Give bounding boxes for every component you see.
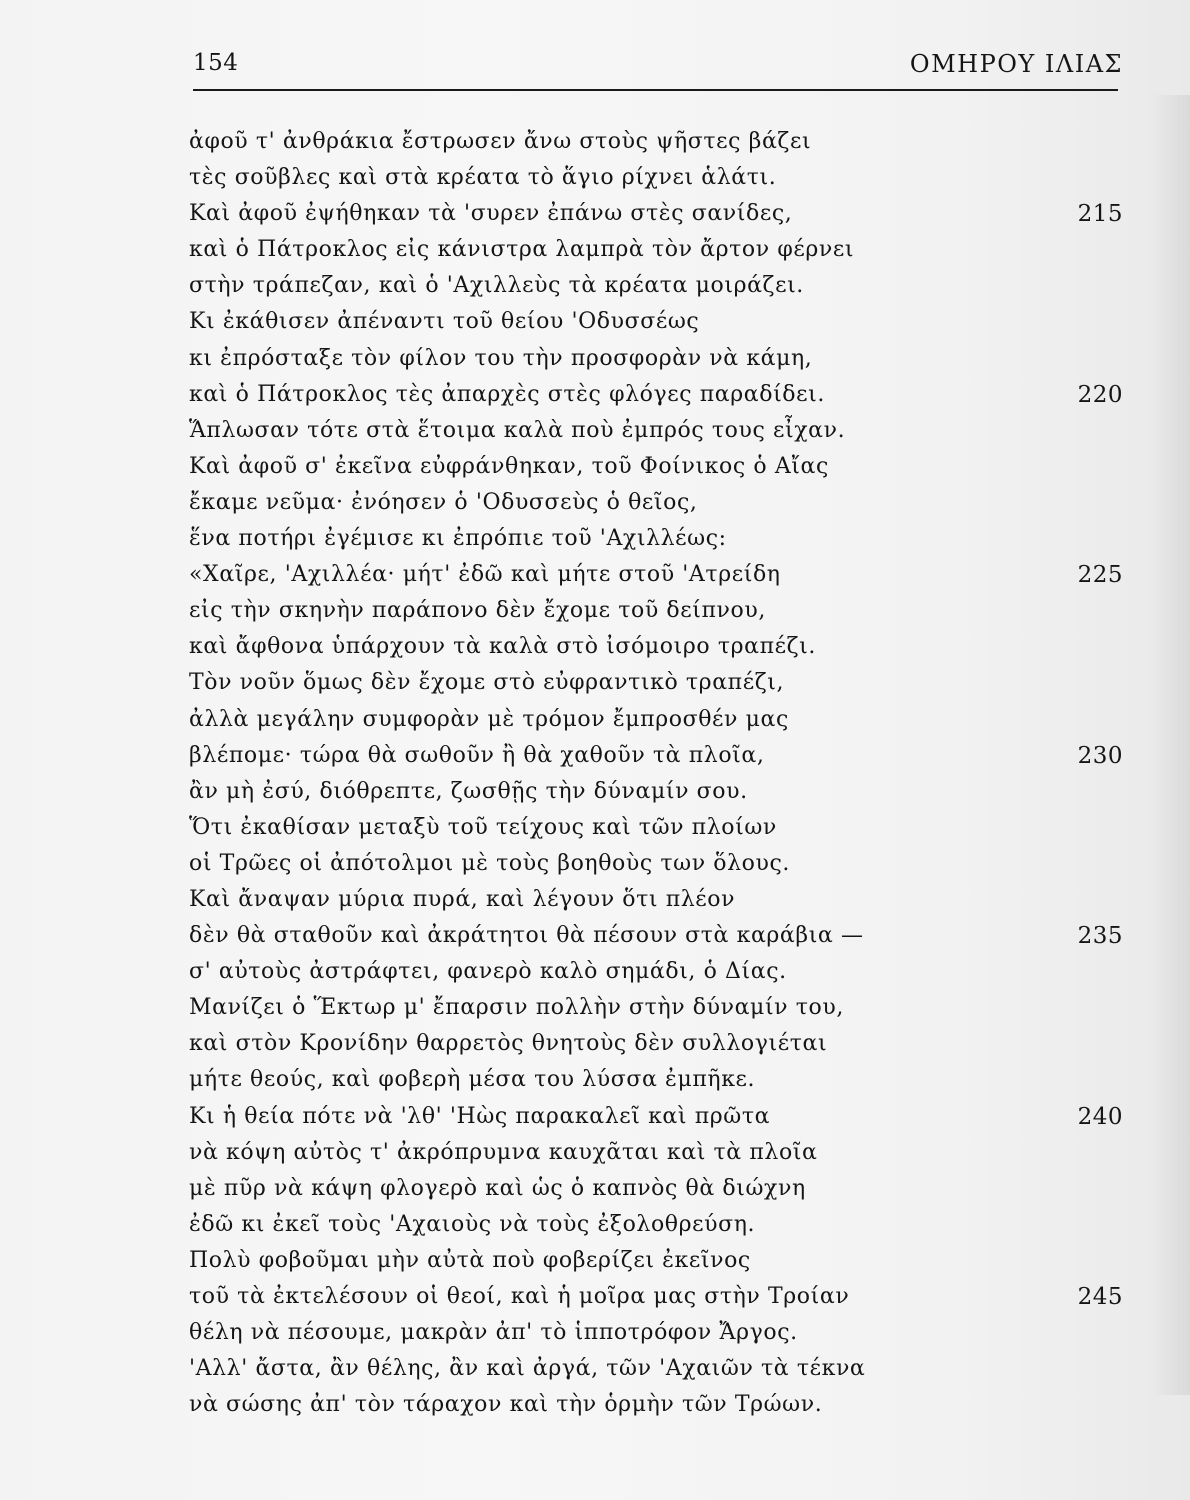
verse-text: Καὶ ἀφοῦ σ' ἐκεῖνα εὐφράνθηκαν, τοῦ Φοίνικος ὁ Αἴας (189, 453, 829, 479)
verse-text: καὶ ἄφθονα ὑπάρχουν τὰ καλὰ στὸ ἰσόμοιρο τραπέζι. (189, 634, 816, 660)
verse-text: Ὅτι ἐκαθίσαν μεταξὺ τοῦ τείχους καὶ τῶν πλοίων (189, 814, 777, 840)
verse-text: νὰ σώσης ἀπ' τὸν τάραχον καὶ τὴν ὁρμὴν τῶν Τρώων. (189, 1392, 823, 1418)
verse-line (189, 990, 1129, 1026)
verse-text: Καὶ ἀφοῦ ἐψήθηκαν τὰ 'συρεν ἐπάνω στὲς σανίδες, (189, 201, 793, 227)
facing-page-shadow (1150, 95, 1190, 1395)
verse-text: ἐδῶ κι ἐκεῖ τοὺς 'Αχαιοὺς νὰ τοὺς ἐξολοθρεύση. (189, 1211, 756, 1237)
verse-line (189, 449, 1129, 485)
verse-list (189, 124, 1129, 1423)
verse-text: καὶ ὁ Πάτροκλος εἰς κάνιστρα λαμπρὰ τὸν ἄρτον φέρνει (189, 237, 855, 263)
verse-line (189, 629, 1129, 665)
verse-line (189, 413, 1129, 449)
verse-text: τοῦ τὰ ἐκτελέσουν οἱ θεοί, καὶ ἡ μοῖρα μας στὴν Τροίαν (189, 1284, 850, 1309)
line-number: 235 (1077, 923, 1123, 950)
verse-line (189, 268, 1129, 304)
page-number: 154 (193, 50, 239, 76)
verse-text: Μανίζει ὁ Ἕκτωρ μ' ἔπαρσιν πολλὴν στὴν δύναμίν του, (189, 995, 844, 1021)
verse-line (189, 702, 1129, 738)
verse-line (189, 124, 1129, 160)
verse-text: ἔκαμε νεῦμα· ἐνόησεν ὁ 'Οδυσσεὺς ὁ θεῖος, (189, 489, 698, 515)
verse-line (189, 521, 1129, 557)
verse-line (189, 1315, 1129, 1351)
verse-line (189, 485, 1129, 521)
verse-line (189, 774, 1129, 810)
verse-line (189, 1387, 1129, 1423)
running-title: ΟΜΗΡΟΥ ΙΛΙΑΣ (909, 50, 1123, 78)
verse-text: καὶ στὸν Κρονίδην θαρρετὸς θνητοὺς δὲν συλλογιέται (189, 1031, 828, 1057)
verse-text: μὲ πῦρ νὰ κάψη φλογερὸ καὶ ὡς ὁ καπνὸς θὰ διώχνη (189, 1175, 806, 1201)
verse-text: 'Αλλ' ἄστα, ἂν θέλης, ἂν καὶ ἀργά, τῶν 'Αχαιῶν τὰ τέκνα (189, 1356, 866, 1382)
verse-line (189, 160, 1129, 196)
verse-text: σ' αὐτοὺς ἀστράφτει, φανερὸ καλὸ σημάδι, ὁ Δίας. (189, 959, 787, 985)
verse-line (189, 1135, 1129, 1171)
verse-text: νὰ κόψη αὐτὸς τ' ἀκρόπρυμνα καυχᾶται καὶ τὰ πλοῖα (189, 1139, 818, 1165)
verse-line (189, 882, 1129, 918)
verse-line (189, 1099, 1129, 1135)
verse-text: Καὶ ἄναψαν μύρια πυρά, καὶ λέγουν ὅτι πλέον (189, 886, 736, 912)
verse-text: βλέπομε· τώρα θὰ σωθοῦν ἢ θὰ χαθοῦν τὰ πλοῖα, (189, 742, 765, 768)
verse-text: Κι ἡ θεία πότε νὰ 'λθ' 'Ηὼς παρακαλεῖ καὶ πρῶτα (189, 1103, 771, 1129)
verse-text: κι ἐπρόσταξε τὸν φίλον του τὴν προσφορὰν νὰ κάμη, (189, 345, 813, 371)
verse-text: στὴν τράπεζαν, καὶ ὁ 'Αχιλλεὺς τὰ κρέατα μοιράζει. (189, 273, 804, 299)
verse-line (189, 593, 1129, 629)
verse-text: Τὸν νοῦν ὅμως δὲν ἔχομε στὸ εὐφραντικὸ τραπέζι, (189, 670, 785, 696)
verse-text: δὲν θὰ σταθοῦν καὶ ἀκράτητοι θὰ πέσουν στὰ καράβια — (189, 923, 864, 949)
verse-text: τὲς σοῦβλες καὶ στὰ κρέατα τὸ ἅγιο ρίχνει ἁλάτι. (189, 165, 777, 191)
verse-line (189, 1279, 1129, 1315)
line-number: 225 (1077, 562, 1123, 589)
line-number: 230 (1077, 742, 1123, 769)
verse-line (189, 1351, 1129, 1387)
verse-line (189, 304, 1129, 340)
verse-text: Ἅπλωσαν τότε στὰ ἕτοιμα καλὰ ποὺ ἐμπρός τους εἶχαν. (189, 417, 846, 443)
verse-line (189, 557, 1129, 593)
verse-line (189, 1171, 1129, 1207)
verse-text: Κι ἐκάθισεν ἀπέναντι τοῦ θείου 'Οδυσσέως (189, 309, 700, 335)
line-number: 240 (1077, 1103, 1123, 1130)
verse-line (189, 232, 1129, 268)
verse-text: ἂν μὴ ἐσύ, διόθρεπτε, ζωσθῇς τὴν δύναμίν σου. (189, 778, 748, 804)
verse-line (189, 738, 1129, 774)
verse-line (189, 1026, 1129, 1062)
header-rule (193, 89, 1118, 91)
line-number: 245 (1077, 1284, 1123, 1310)
verse-line (189, 1207, 1129, 1243)
verse-text: «Χαῖρε, 'Αχιλλέα· μήτ' ἐδῶ καὶ μήτε στοῦ 'Ατρείδη (189, 562, 781, 588)
verse-text: μήτε θεούς, καὶ φοβερὴ μέσα του λύσσα ἐμπῆκε. (189, 1067, 756, 1093)
verse-text: θέλη νὰ πέσουμε, μακρὰν ἀπ' τὸ ἱπποτρόφον Ἄργος. (189, 1320, 798, 1346)
verse-text: εἰς τὴν σκηνὴν παράπονο δὲν ἔχομε τοῦ δείπνου, (189, 598, 766, 624)
verse-line (189, 196, 1129, 232)
verse-line (189, 1243, 1129, 1279)
verse-line (189, 665, 1129, 701)
verse-line (189, 377, 1129, 413)
verse-line (189, 1062, 1129, 1098)
verse-text: ἀλλὰ μεγάλην συμφορὰν μὲ τρόμον ἔμπροσθέν μας (189, 706, 789, 732)
page-header (193, 50, 1123, 90)
line-number: 215 (1077, 201, 1123, 228)
verse-line (189, 954, 1129, 990)
verse-text: καὶ ὁ Πάτροκλος τὲς ἀπαρχὲς στὲς φλόγες παραδίδει. (189, 381, 825, 407)
verse-line (189, 846, 1129, 882)
verse-text: ἀφοῦ τ' ἀνθράκια ἔστρωσεν ἄνω στοὺς ψῆστες βάζει (189, 129, 812, 154)
verse-line (189, 810, 1129, 846)
verse-line (189, 341, 1129, 377)
verse-line (189, 918, 1129, 954)
verse-text: οἱ Τρῶες οἱ ἀπότολμοι μὲ τοὺς βοηθοὺς των ὅλους. (189, 850, 790, 876)
verse-text: ἕνα ποτήρι ἐγέμισε κι ἐπρόπιε τοῦ 'Αχιλλέως: (189, 526, 727, 552)
verse-text: Πολὺ φοβοῦμαι μὴν αὐτὰ ποὺ φοβερίζει ἐκεῖνος (189, 1247, 751, 1273)
line-number: 220 (1077, 381, 1123, 408)
